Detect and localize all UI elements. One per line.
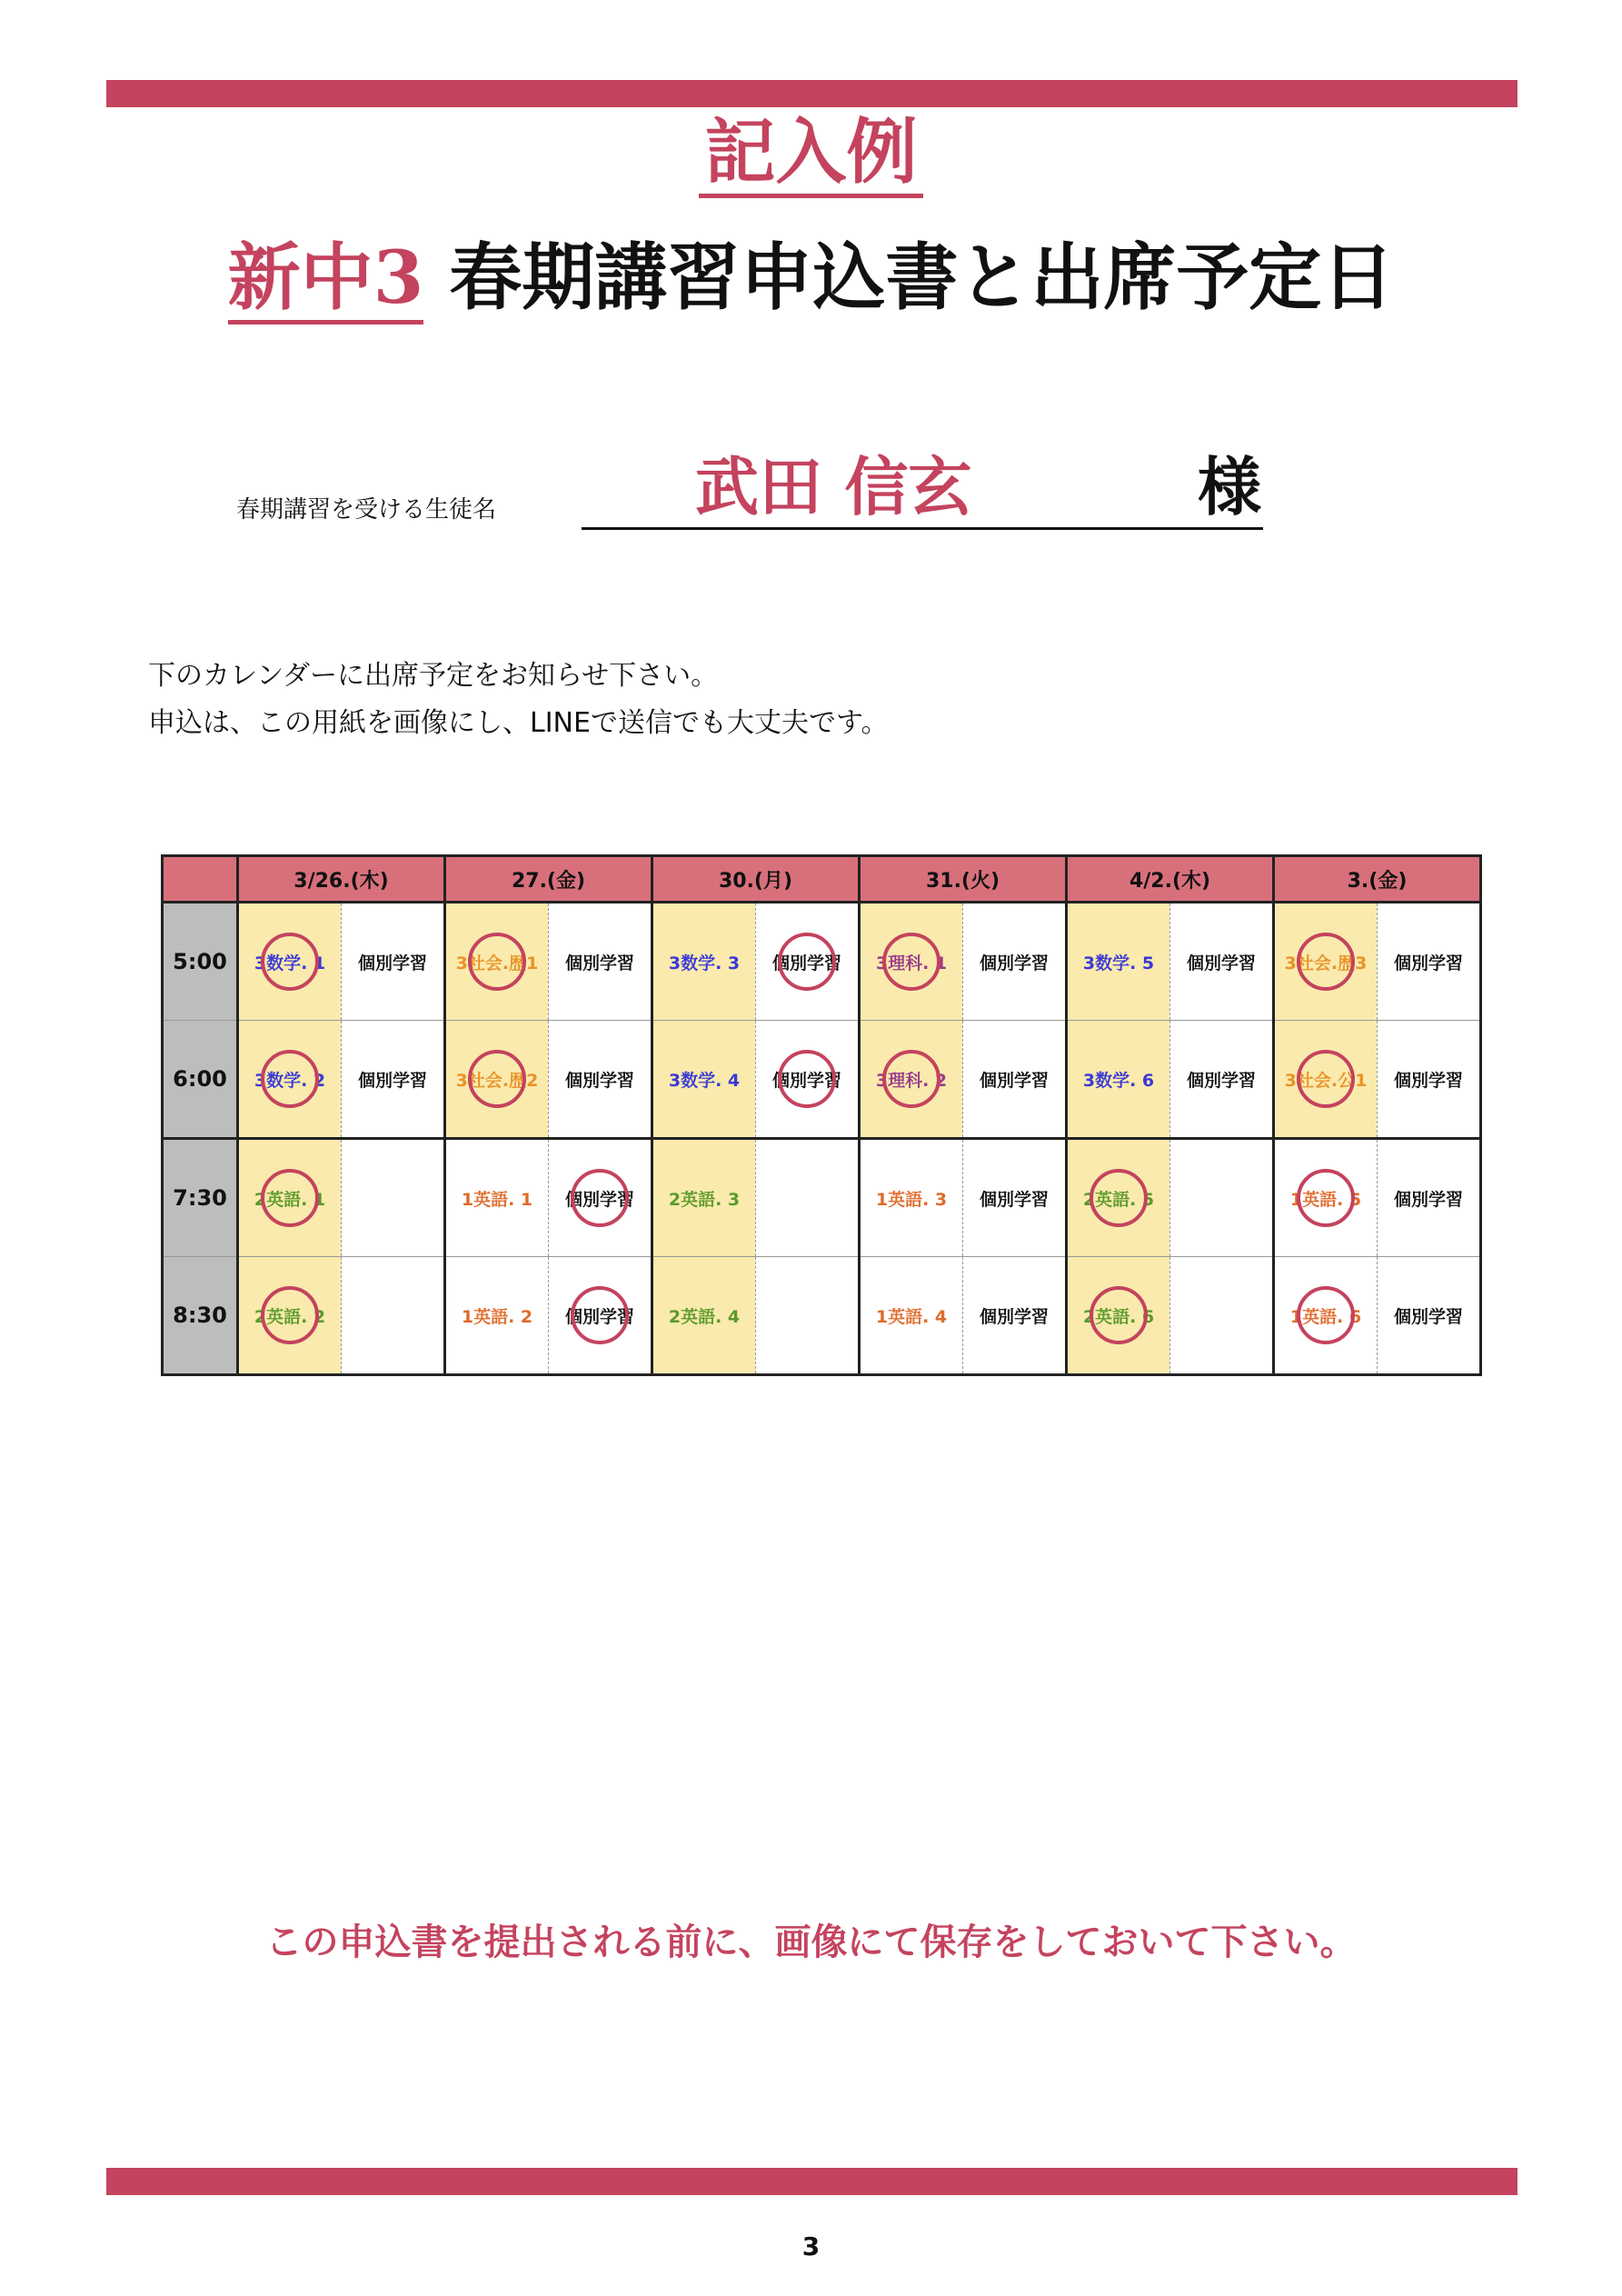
student-name-label: 春期講習を受ける生徒名 [236,496,497,524]
schedule-row [163,1257,1481,1375]
student-name-value: 武田 信玄 [695,450,972,524]
class-label: 1英語. 2 [461,1306,533,1327]
class-slot[interactable] [860,1257,963,1375]
class-slot[interactable] [652,1257,756,1375]
self-study-label: 個別学習 [1393,1306,1463,1327]
class-label: 3数学. 5 [1082,953,1155,973]
self-study-slot[interactable] [549,903,652,1021]
self-study-label: 個別学習 [1393,1189,1463,1210]
class-label: 2英語. 3 [668,1189,741,1210]
honorific: 様 [1198,450,1261,524]
class-slot[interactable] [860,1021,963,1139]
self-study-label: 個別学習 [357,953,427,973]
class-slot[interactable] [445,1139,549,1257]
class-slot[interactable] [1274,903,1378,1021]
form-title: 春期講習申込書と出席予定日 [449,235,1395,320]
self-study-slot[interactable] [1170,903,1274,1021]
class-slot[interactable] [1067,1257,1170,1375]
self-study-slot[interactable] [342,903,445,1021]
self-study-slot[interactable] [963,903,1067,1021]
class-label: 1英語. 1 [461,1189,533,1210]
instruction-line-2: 申込は、この用紙を画像にし、LINEで送信でも大丈夫です。 [148,707,889,739]
class-label: 2英語. 5 [1082,1189,1155,1210]
day-header: 3/26.(木) [238,856,445,903]
corner-cell [163,856,238,903]
self-study-slot[interactable] [756,1257,860,1375]
class-label: 2英語. 2 [254,1306,326,1327]
page-number: 3 [801,2231,821,2261]
class-label: 3数学. 1 [254,953,326,973]
day-header: 3.(金) [1274,856,1481,903]
class-label: 3理科. 2 [875,1070,948,1091]
class-slot[interactable] [238,903,342,1021]
schedule-row [163,903,1481,1021]
class-label: 3数学. 6 [1082,1070,1155,1091]
top-accent-bar [106,80,1518,107]
class-label: 3数学. 2 [254,1070,326,1091]
self-study-slot[interactable] [549,1139,652,1257]
self-study-label: 個別学習 [979,953,1049,973]
class-label: 3社会.公1 [1284,1070,1368,1091]
class-slot[interactable] [1274,1257,1378,1375]
class-label: 3社会.歴3 [1284,953,1368,973]
class-slot[interactable] [238,1257,342,1375]
class-label: 1英語. 5 [1289,1189,1362,1210]
self-study-slot[interactable] [342,1021,445,1139]
self-study-slot[interactable] [1378,903,1481,1021]
self-study-slot[interactable] [1378,1021,1481,1139]
time-label: 6:00 [163,1021,238,1139]
class-slot[interactable] [445,1257,549,1375]
grade-label: 新中3 [228,235,424,324]
class-label: 3社会.歴2 [455,1070,539,1091]
self-study-label: 個別学習 [357,1070,427,1091]
class-slot[interactable] [860,1139,963,1257]
class-slot[interactable] [445,1021,549,1139]
self-study-label: 個別学習 [979,1070,1049,1091]
class-label: 3理科. 1 [875,953,948,973]
self-study-slot[interactable] [1378,1139,1481,1257]
time-label: 7:30 [163,1139,238,1257]
day-header: 31.(火) [860,856,1067,903]
class-slot[interactable] [238,1139,342,1257]
class-slot[interactable] [1274,1021,1378,1139]
class-label: 2英語. 1 [254,1189,326,1210]
class-label: 1英語. 3 [875,1189,948,1210]
time-label: 8:30 [163,1257,238,1375]
class-slot[interactable] [1274,1139,1378,1257]
day-header: 30.(月) [652,856,860,903]
class-slot[interactable] [652,903,756,1021]
self-study-label: 個別学習 [1393,953,1463,973]
self-study-slot[interactable] [1170,1257,1274,1375]
self-study-label: 個別学習 [1393,1070,1463,1091]
self-study-label: 個別学習 [771,1070,841,1091]
self-study-slot[interactable] [1378,1257,1481,1375]
class-label: 1英語. 6 [1289,1306,1362,1327]
class-label: 3数学. 3 [668,953,741,973]
self-study-slot[interactable] [549,1257,652,1375]
instruction-line-1: 下のカレンダーに出席予定をお知らせ下さい。 [148,660,719,692]
class-slot[interactable] [445,903,549,1021]
schedule-table [161,854,1482,1376]
class-label: 2英語. 4 [668,1306,741,1327]
example-label: 記入例 [0,107,1622,198]
self-study-slot[interactable] [756,1139,860,1257]
class-label: 1英語. 4 [875,1306,948,1327]
class-slot[interactable] [860,903,963,1021]
class-slot[interactable] [1067,1139,1170,1257]
self-study-slot[interactable] [963,1139,1067,1257]
self-study-slot[interactable] [549,1021,652,1139]
self-study-slot[interactable] [1170,1139,1274,1257]
day-header: 4/2.(木) [1067,856,1274,903]
self-study-label: 個別学習 [1186,1070,1256,1091]
class-label: 3数学. 4 [668,1070,741,1091]
self-study-slot[interactable] [963,1021,1067,1139]
page-title [0,227,1622,327]
self-study-slot[interactable] [342,1257,445,1375]
class-label: 3社会.歴1 [455,953,539,973]
self-study-slot[interactable] [1170,1021,1274,1139]
class-slot[interactable] [1067,903,1170,1021]
self-study-label: 個別学習 [564,1306,634,1327]
self-study-label: 個別学習 [979,1189,1049,1210]
schedule-row [163,1021,1481,1139]
self-study-label: 個別学習 [564,1189,634,1210]
class-slot[interactable] [652,1021,756,1139]
self-study-slot[interactable] [756,903,860,1021]
self-study-slot[interactable] [342,1139,445,1257]
day-header: 27.(金) [445,856,652,903]
time-label: 5:00 [163,903,238,1021]
class-label: 2英語. 6 [1082,1306,1155,1327]
class-slot[interactable] [1067,1021,1170,1139]
schedule-row [163,1139,1481,1257]
class-slot[interactable] [238,1021,342,1139]
bottom-accent-bar [106,2168,1518,2195]
class-slot[interactable] [652,1139,756,1257]
schedule-header-row [163,856,1481,903]
save-notice: この申込書を提出される前に、画像にて保存をしておいて下さい。 [265,1922,1357,1963]
self-study-label: 個別学習 [564,1070,634,1091]
self-study-slot[interactable] [756,1021,860,1139]
self-study-label: 個別学習 [771,953,841,973]
self-study-label: 個別学習 [979,1306,1049,1327]
self-study-slot[interactable] [963,1257,1067,1375]
self-study-label: 個別学習 [564,953,634,973]
self-study-label: 個別学習 [1186,953,1256,973]
